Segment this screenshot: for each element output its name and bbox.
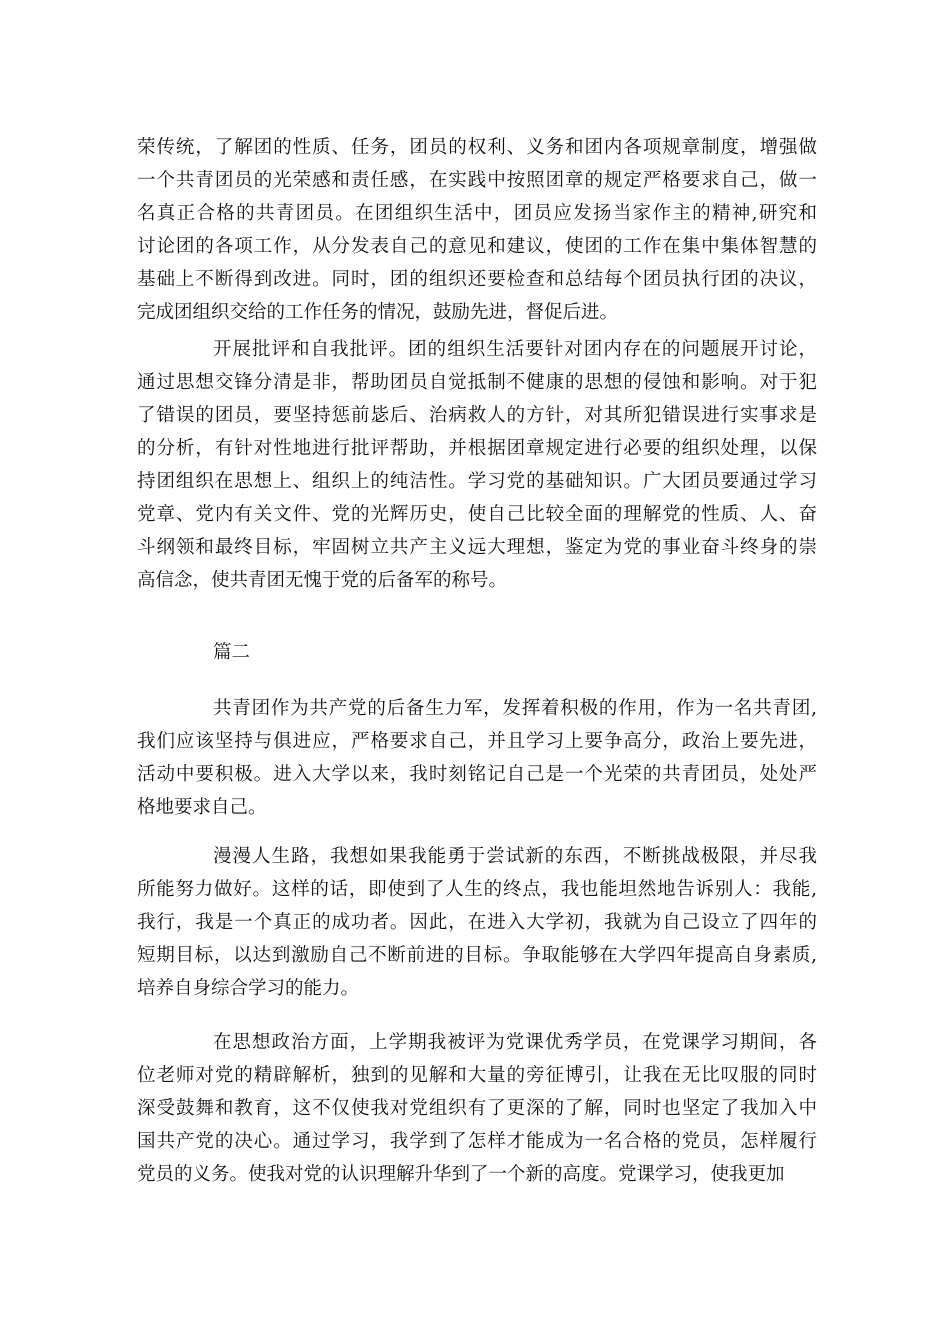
paragraph-line: 名真正合格的共青团员。在团组织生活中，团员应发扬当家作主的精神,研究和 [137,203,817,224]
paragraph-line: 了错误的团员，要坚持惩前毖后、治病救人的方针，对其所犯错误进行实事求是 [137,405,817,426]
paragraph-line: 基础上不断得到改进。同时，团的组织还要检查和总结每个团员执行团的决议， [137,269,817,290]
paragraph-line: 国共产党的决心。通过学习，我学到了怎样才能成为一名合格的党员，怎样履行 [137,1131,817,1152]
paragraph-line: 培养自身综合学习的能力。 [137,978,360,999]
paragraph-line: 完成团组织交给的工作任务的情况，鼓励先进，督促后进。 [137,302,619,323]
paragraph [137,692,817,824]
paragraph-line: 短期目标，以达到激励自己不断前进的目标。争取能够在大学四年提高自身素质, [137,945,817,966]
paragraph-line: 我们应该坚持与俱进应，严格要求自己，并且学习上要争高分，政治上要先进， [137,731,817,752]
paragraph-line: 高信念，使共青团无愧于党的后备军的称号。 [137,570,508,591]
paragraph-line: 的分析，有针对性地进行批评帮助，并根据团章规定进行必要的组织处理，以保 [137,438,817,459]
paragraph [137,333,817,597]
paragraph-line: 开展批评和自我批评。团的组织生活要针对团内存在的问题展开讨论， [213,339,817,360]
paragraph-line: 荣传统，了解团的性质、任务，团员的权利、义务和团内各项规章制度，增强做 [137,137,817,158]
paragraph-line: 我行，我是一个真正的成功者。因此，在进入大学初，我就为自己设立了四年的 [137,912,817,933]
paragraph [137,840,817,1005]
paragraph-line: 深受鼓舞和教育，这不仅使我对党组织有了更深的了解，同时也坚定了我加入中 [137,1098,817,1119]
paragraph-line: 持团组织在思想上、组织上的纯洁性。学习党的基础知识。广大团员要通过学习 [137,471,817,492]
paragraph-line: 一个共青团员的光荣感和责任感，在实践中按照团章的规定严格要求自己，做一 [137,170,817,191]
paragraph-line: 党章、党内有关文件、党的光辉历史，使自己比较全面的理解党的性质、人、奋 [137,504,817,525]
paragraph-line: 斗纲领和最终目标，牢固树立共产主义远大理想，鉴定为党的事业奋斗终身的崇 [137,537,817,558]
paragraph [137,636,817,669]
paragraph-line: 共青团作为共产党的后备生力军，发挥着积极的作用，作为一名共青团, [213,698,817,719]
paragraph-line: 格地要求自己。 [137,797,267,818]
paragraph-line: 党员的义务。使我对党的认识理解升华到了一个新的高度。党课学习，使我更加 [137,1164,785,1185]
paragraph-line: 在思想政治方面，上学期我被评为党课优秀学员，在党课学习期间，各 [213,1032,817,1053]
paragraph-line: 通过思想交锋分清是非，帮助团员自觉抵制不健康的思想的侵蚀和影响。对于犯 [137,372,817,393]
paragraph [137,131,817,329]
paragraph [137,1026,817,1191]
paragraph-line: 漫漫人生路，我想如果我能勇于尝试新的东西，不断挑战极限，并尽我 [213,846,817,867]
paragraph-line: 讨论团的各项工作，从分发表自己的意见和建议，使团的工作在集中集体智慧的 [137,236,817,257]
paragraph-line: 所能努力做好。这样的话，即使到了人生的终点，我也能坦然地告诉别人：我能, [137,879,817,900]
paragraph-line: 活动中要积极。进入大学以来，我时刻铭记自己是一个光荣的共青团员，处处严 [137,764,817,785]
paragraph-line: 位老师对党的精辟解析，独到的见解和大量的旁征博引，让我在无比叹服的同时 [137,1065,817,1086]
section-heading: 篇二 [213,642,251,663]
